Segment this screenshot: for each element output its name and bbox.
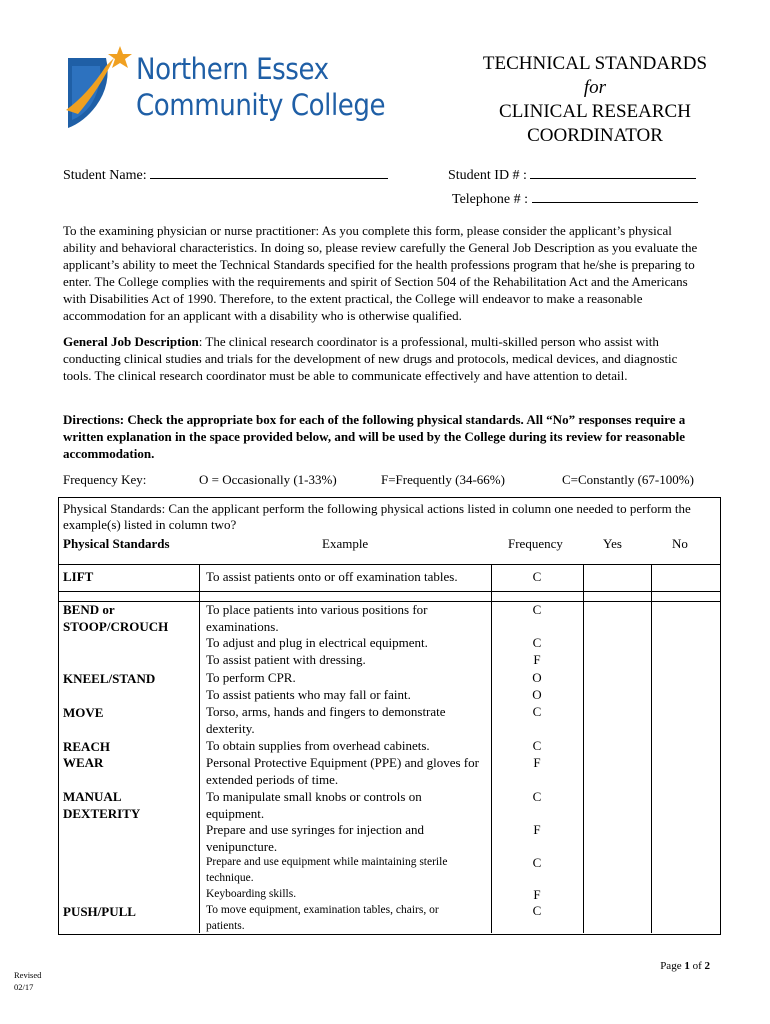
table-intro: Physical Standards: Can the applicant perform the following physical actions listed in column one needed to perform the example(s) listed in column two? [63, 501, 691, 532]
frequency-key-frequently: F=Frequently (34-66%) [381, 472, 505, 487]
category-push-pull: PUSH/PULL [63, 904, 136, 919]
example-text: Torso, arms, hands and fingers to demonstrate dexterity. [206, 704, 446, 736]
logo-line-2: Community College [136, 88, 386, 122]
column-divider [583, 564, 584, 933]
title-line-3: CLINICAL RESEARCH [499, 101, 691, 122]
category-bend: BEND or STOOP/CROUCH [63, 602, 169, 634]
title-line-2: for [583, 77, 607, 98]
example-text: To manipulate small knobs or controls on equipment. [206, 789, 422, 821]
category-reach: REACH [63, 739, 110, 754]
frequency-value: F [533, 822, 541, 837]
example-text: To place patients into various positions for examinations. [206, 602, 428, 634]
page-current: 1 [684, 960, 690, 972]
telephone-field[interactable] [452, 188, 698, 208]
category-move: MOVE [63, 705, 104, 720]
frequency-value: F [533, 755, 541, 770]
frequency-value: C [532, 738, 542, 753]
example-text: To assist patients who may fall or faint. [206, 687, 411, 702]
example-text: To perform CPR. [206, 670, 296, 685]
student-id-line[interactable] [530, 164, 696, 179]
header-no: No [672, 536, 688, 551]
example-text: Keyboarding skills. [206, 888, 297, 900]
title-line-1: TECHNICAL STANDARDS [482, 53, 708, 74]
category-wear: WEAR [63, 755, 104, 770]
frequency-value: C [532, 569, 542, 584]
student-name-field[interactable] [63, 164, 388, 184]
document-title [455, 52, 735, 148]
revised-date: 02/17 [14, 982, 34, 992]
student-id-label: Student ID # : [448, 168, 527, 183]
college-logo [62, 44, 386, 130]
example-text: To assist patients onto or off examination tables. [206, 569, 458, 584]
category-lift: LIFT [63, 569, 94, 584]
job-description-paragraph [63, 333, 708, 384]
frequency-value: C [532, 855, 542, 870]
frequency-value: F [533, 652, 541, 667]
frequency-value: F [533, 887, 541, 902]
category-kneel-stand: KNEEL/STAND [63, 671, 156, 686]
job-description-label: General Job Description [63, 334, 199, 349]
telephone-line[interactable] [532, 188, 698, 203]
header-yes: Yes [603, 536, 622, 551]
logo-line-1: Northern Essex [136, 52, 329, 86]
star-icon [108, 46, 132, 68]
job-description-text: : The clinical research coordinator is a professional, multi-skilled person who assist with conducting clinical studies and trials for the development of new drugs and protocols, medical devices, and diagnostic tools. The clinical research coordinator must be able to communicate effectively and have attention to detail. [63, 334, 678, 383]
intro-paragraph: To the examining physician or nurse practitioner: As you complete this form, please consider the applicant’s physical ability and behavioral characteristics. In doing so, please review carefully the General Job Description as you evaluate the applicant’s ability to meet the Technical Standards specified for the health professions program that he/she is preparing to enter. The College complies with the requirements and spirit of Section 504 of the Rehabilitation Act and the Americans with Disabilities Act of 1990. Therefore, to the extent practical, the College will endeavor to make a reasonable accommodation for an applicant with a disability who is otherwise qualified. [63, 223, 698, 323]
frequency-value: O [532, 670, 542, 685]
frequency-key-label: Frequency Key: [63, 472, 147, 487]
page-total: 2 [704, 960, 710, 972]
example-text: Prepare and use syringes for injection and venipuncture. [206, 822, 425, 854]
example-text: To obtain supplies from overhead cabinets. [206, 738, 430, 753]
title-line-4: COORDINATOR [527, 125, 663, 146]
student-name-line[interactable] [150, 164, 388, 179]
frequency-key-occasionally: O = Occasionally (1-33%) [199, 472, 337, 487]
header-frequency: Frequency [508, 536, 563, 551]
frequency-value: C [532, 635, 542, 650]
directions-paragraph: Directions: Check the appropriate box for each of the following physical standards. All “No” responses require a written explanation in the space provided below, and will be used by the College during its review for reasonable accommodation. [63, 412, 686, 461]
student-id-field[interactable] [448, 164, 696, 184]
category-manual-dexterity: MANUAL DEXTERITY [63, 789, 141, 821]
example-text: To assist patient with dressing. [206, 652, 366, 667]
college-shield-icon [62, 44, 136, 130]
frequency-key-constantly: C=Constantly (67-100%) [562, 472, 694, 487]
page-number [660, 960, 710, 972]
table-header [59, 498, 720, 565]
frequency-value: C [532, 602, 542, 617]
example-text: To move equipment, examination tables, chairs, or patients. [206, 904, 439, 932]
column-divider [651, 564, 652, 933]
page-of: of [692, 960, 702, 972]
header-example: Example [322, 536, 369, 551]
telephone-label: Telephone # : [452, 192, 528, 207]
revised-label: Revised [14, 970, 42, 980]
example-text: Personal Protective Equipment (PPE) and gloves for extended periods of time. [206, 755, 479, 787]
frequency-value: C [532, 903, 542, 918]
frequency-value: C [532, 789, 542, 804]
frequency-value: O [532, 687, 542, 702]
example-text: To adjust and plug in electrical equipment. [206, 635, 428, 650]
example-text: Prepare and use equipment while maintaining sterile technique. [206, 856, 448, 884]
page-prefix: Page [660, 960, 682, 972]
physical-standards-table [58, 497, 721, 935]
column-divider [491, 564, 492, 933]
student-name-label: Student Name: [63, 168, 147, 183]
column-divider [199, 564, 200, 933]
frequency-value: C [532, 704, 542, 719]
revised-note [14, 969, 54, 993]
header-physical-standards: Physical Standards [63, 536, 170, 551]
row-divider [59, 591, 720, 592]
